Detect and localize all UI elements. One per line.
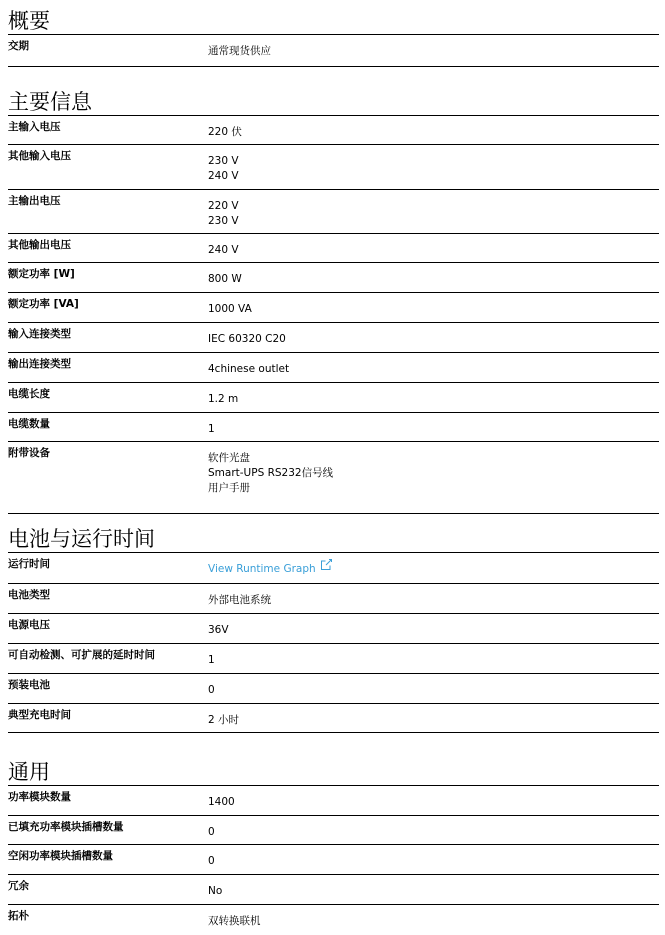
value-line: 220 伏 xyxy=(208,126,242,138)
spec-value xyxy=(208,674,659,703)
value-line: 用户手册 xyxy=(208,482,250,494)
spec-label: 其他输入电压 xyxy=(8,150,71,162)
spec-label: 冗余 xyxy=(8,880,29,892)
value-line: 0 xyxy=(208,826,215,838)
spec-row xyxy=(8,584,659,614)
spec-value xyxy=(208,35,659,66)
spec-row xyxy=(8,905,659,935)
value-line: 软件光盘 xyxy=(208,452,250,464)
value-line: Smart-UPS RS232信号线 xyxy=(208,467,334,479)
spec-value xyxy=(208,816,659,844)
value-line: 1000 VA xyxy=(208,303,252,315)
spec-label: 额定功率 [W] xyxy=(8,268,75,280)
spec-value xyxy=(208,116,659,144)
spec-value xyxy=(208,383,659,412)
spec-row xyxy=(8,442,659,514)
spec-value xyxy=(208,145,659,189)
spec-label: 空闲功率模块插槽数量 xyxy=(8,850,113,862)
section-title: 主要信息 xyxy=(8,89,659,116)
value-line: 2 小时 xyxy=(208,714,240,726)
spec-row xyxy=(8,674,659,704)
spec-row xyxy=(8,35,659,67)
section-title: 通用 xyxy=(8,759,659,786)
spec-value xyxy=(208,234,659,262)
value-line: 0 xyxy=(208,855,215,867)
spec-value xyxy=(208,614,659,643)
value-line: 1 xyxy=(208,423,215,435)
spec-value xyxy=(208,905,659,935)
value-line: 双转换联机 xyxy=(208,915,261,927)
spec-row xyxy=(8,116,659,145)
spec-value xyxy=(208,875,659,904)
spec-value xyxy=(208,845,659,874)
section xyxy=(8,526,659,733)
spec-label: 输出连接类型 xyxy=(8,358,71,370)
value-line: 36V xyxy=(208,624,229,636)
spec-value xyxy=(208,190,659,233)
value-line: 1 xyxy=(208,654,215,666)
spec-label: 附带设备 xyxy=(8,447,50,459)
spec-label: 已填充功率模块插槽数量 xyxy=(8,821,124,833)
spec-value xyxy=(208,442,659,513)
value-line: 220 V xyxy=(208,200,239,212)
value-line: 1400 xyxy=(208,796,235,808)
spec-label: 主输入电压 xyxy=(8,121,61,133)
value-line: 1.2 m xyxy=(208,393,239,405)
value-line: 外部电池系统 xyxy=(208,594,271,606)
value-line: 0 xyxy=(208,684,215,696)
spec-label: 可自动检测、可扩展的延时时间 xyxy=(8,649,155,661)
spec-row xyxy=(8,644,659,674)
spec-value xyxy=(208,413,659,441)
external-link-icon xyxy=(320,558,333,576)
spec-label: 电缆长度 xyxy=(8,388,50,400)
spec-row xyxy=(8,353,659,383)
spec-value xyxy=(208,263,659,292)
spec-row xyxy=(8,553,659,584)
spec-label: 电缆数量 xyxy=(8,418,50,430)
value-line: 230 V xyxy=(208,215,239,227)
link-text: View Runtime Graph xyxy=(208,563,316,575)
spec-row xyxy=(8,293,659,323)
spec-label: 额定功率 [VA] xyxy=(8,298,79,310)
section-title: 概要 xyxy=(8,8,659,35)
spec-row xyxy=(8,875,659,905)
section xyxy=(8,759,659,935)
spec-label: 拓朴 xyxy=(8,910,29,922)
spec-value xyxy=(208,786,659,815)
value-line: 240 V xyxy=(208,244,239,256)
value-line: 240 V xyxy=(208,170,239,182)
spec-value xyxy=(208,323,659,352)
spec-row xyxy=(8,786,659,816)
value-line: 4chinese outlet xyxy=(208,363,290,375)
value-line: 800 W xyxy=(208,273,242,285)
spec-label: 运行时间 xyxy=(8,558,50,570)
spec-row xyxy=(8,413,659,442)
spec-row xyxy=(8,845,659,875)
spec-value xyxy=(208,353,659,382)
spec-value xyxy=(208,584,659,613)
spec-row xyxy=(8,383,659,413)
spec-row xyxy=(8,190,659,234)
spec-row xyxy=(8,614,659,644)
spec-label: 主输出电压 xyxy=(8,195,61,207)
value-line: 230 V xyxy=(208,155,239,167)
spec-label: 电源电压 xyxy=(8,619,50,631)
spec-label: 电池类型 xyxy=(8,589,50,601)
spec-label: 交期 xyxy=(8,40,29,52)
spec-label: 预装电池 xyxy=(8,679,50,691)
value-line: IEC 60320 C20 xyxy=(208,333,286,345)
value-line: 通常现货供应 xyxy=(208,45,271,57)
section xyxy=(8,8,659,67)
spec-label: 其他输出电压 xyxy=(8,239,71,251)
spec-row xyxy=(8,145,659,190)
spec-row xyxy=(8,234,659,263)
spec-row xyxy=(8,704,659,733)
spec-row xyxy=(8,816,659,845)
section xyxy=(8,89,659,514)
spec-value xyxy=(208,644,659,673)
spec-label: 典型充电时间 xyxy=(8,709,71,721)
spec-label: 输入连接类型 xyxy=(8,328,71,340)
spec-value xyxy=(208,704,659,732)
spec-row xyxy=(8,323,659,353)
section-title: 电池与运行时间 xyxy=(8,526,659,553)
spec-value xyxy=(208,293,659,322)
value-line: No xyxy=(208,885,223,897)
spec-label: 功率模块数量 xyxy=(8,791,71,803)
runtime-graph-link[interactable] xyxy=(208,562,333,577)
spec-value xyxy=(208,553,659,583)
spec-row xyxy=(8,263,659,293)
